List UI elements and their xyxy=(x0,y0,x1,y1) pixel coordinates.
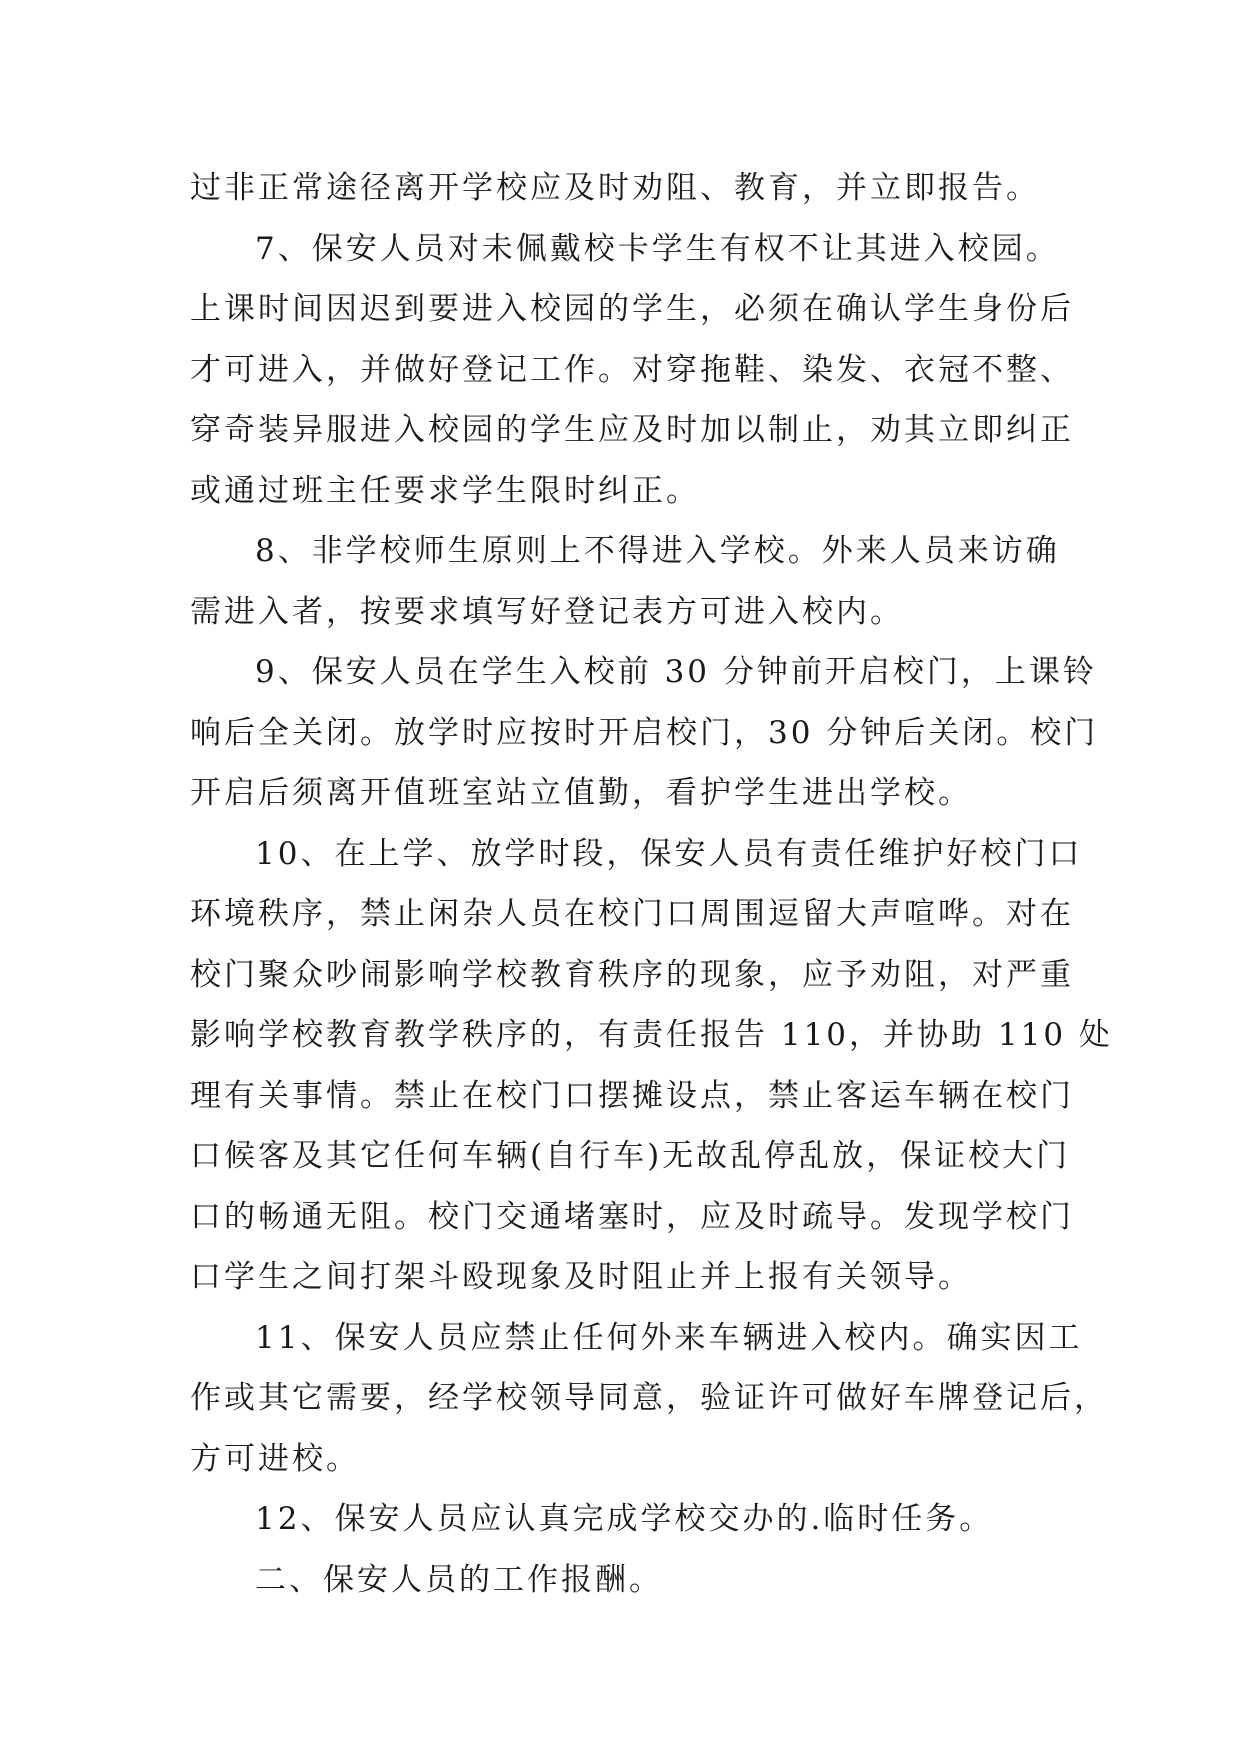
text-line: 穿奇装异服进入校园的学生应及时加以制止，劝其立即纠正 xyxy=(190,412,1074,448)
text-line: 作或其它需要，经学校领导同意，验证许可做好车牌登记后， xyxy=(190,1380,1108,1416)
text-line: 或通过班主任要求学生限时纠正。 xyxy=(190,472,700,509)
text-line: 方可进校。 xyxy=(190,1440,360,1477)
text-line: 影响学校教育教学秩序的，有责任报告 110，并协助 110 处 xyxy=(190,1017,1113,1053)
text-line: 12、保安人员应认真完成学校交办的.临时任务。 xyxy=(255,1501,994,1537)
text-line: 9、保安人员在学生入校前 30 分钟前开启校门，上课铃 xyxy=(255,654,1097,690)
text-line: 7、保安人员对未佩戴校卡学生有权不让其进入校园。 xyxy=(255,230,1060,267)
text-line: 10、在上学、放学时段，保安人员有责任维护好校门口 xyxy=(255,835,1083,872)
text-line: 口学生之间打架斗殴现象及时阻止并上报有关领导。 xyxy=(190,1259,972,1295)
document-body xyxy=(190,158,1113,1610)
text-line: 8、非学校师生原则上不得进入学校。外来人员来访确 xyxy=(255,533,1060,569)
text-line: 才可进入，并做好登记工作。对穿拖鞋、染发、衣冠不整、 xyxy=(190,351,1074,388)
text-line: 校门聚众吵闹影响学校教育秩序的现象，应予劝阻，对严重 xyxy=(190,956,1074,993)
text-line: 响后全关闭。放学时应按时开启校门，30 分钟后关闭。校门 xyxy=(190,714,1099,751)
text-line: 过非正常途径离开学校应及时劝阻、教育，并立即报告。 xyxy=(190,170,1040,206)
text-line: 需进入者，按要求填写好登记表方可进入校内。 xyxy=(190,593,904,630)
text-line: 环境秩序，禁止闲杂人员在校门口周围逗留大声喧哗。对在 xyxy=(190,896,1074,932)
text-line: 口候客及其它任何车辆(自行车)无故乱停乱放，保证校大门 xyxy=(190,1138,1071,1174)
text-line: 口的畅通无阻。校门交通堵塞时，应及时疏导。发现学校门 xyxy=(190,1198,1074,1235)
text-line: 二、保安人员的工作报酬。 xyxy=(255,1561,663,1598)
text-line: 开启后须离开值班室站立值勤，看护学生进出学校。 xyxy=(190,775,972,811)
text-line: 上课时间因迟到要进入校园的学生，必须在确认学生身份后 xyxy=(190,291,1074,327)
text-line: 理有关事情。禁止在校门口摆摊设点，禁止客运车辆在校门 xyxy=(190,1077,1074,1114)
text-line: 11、保安人员应禁止任何外来车辆进入校内。确实因工 xyxy=(255,1319,1083,1356)
